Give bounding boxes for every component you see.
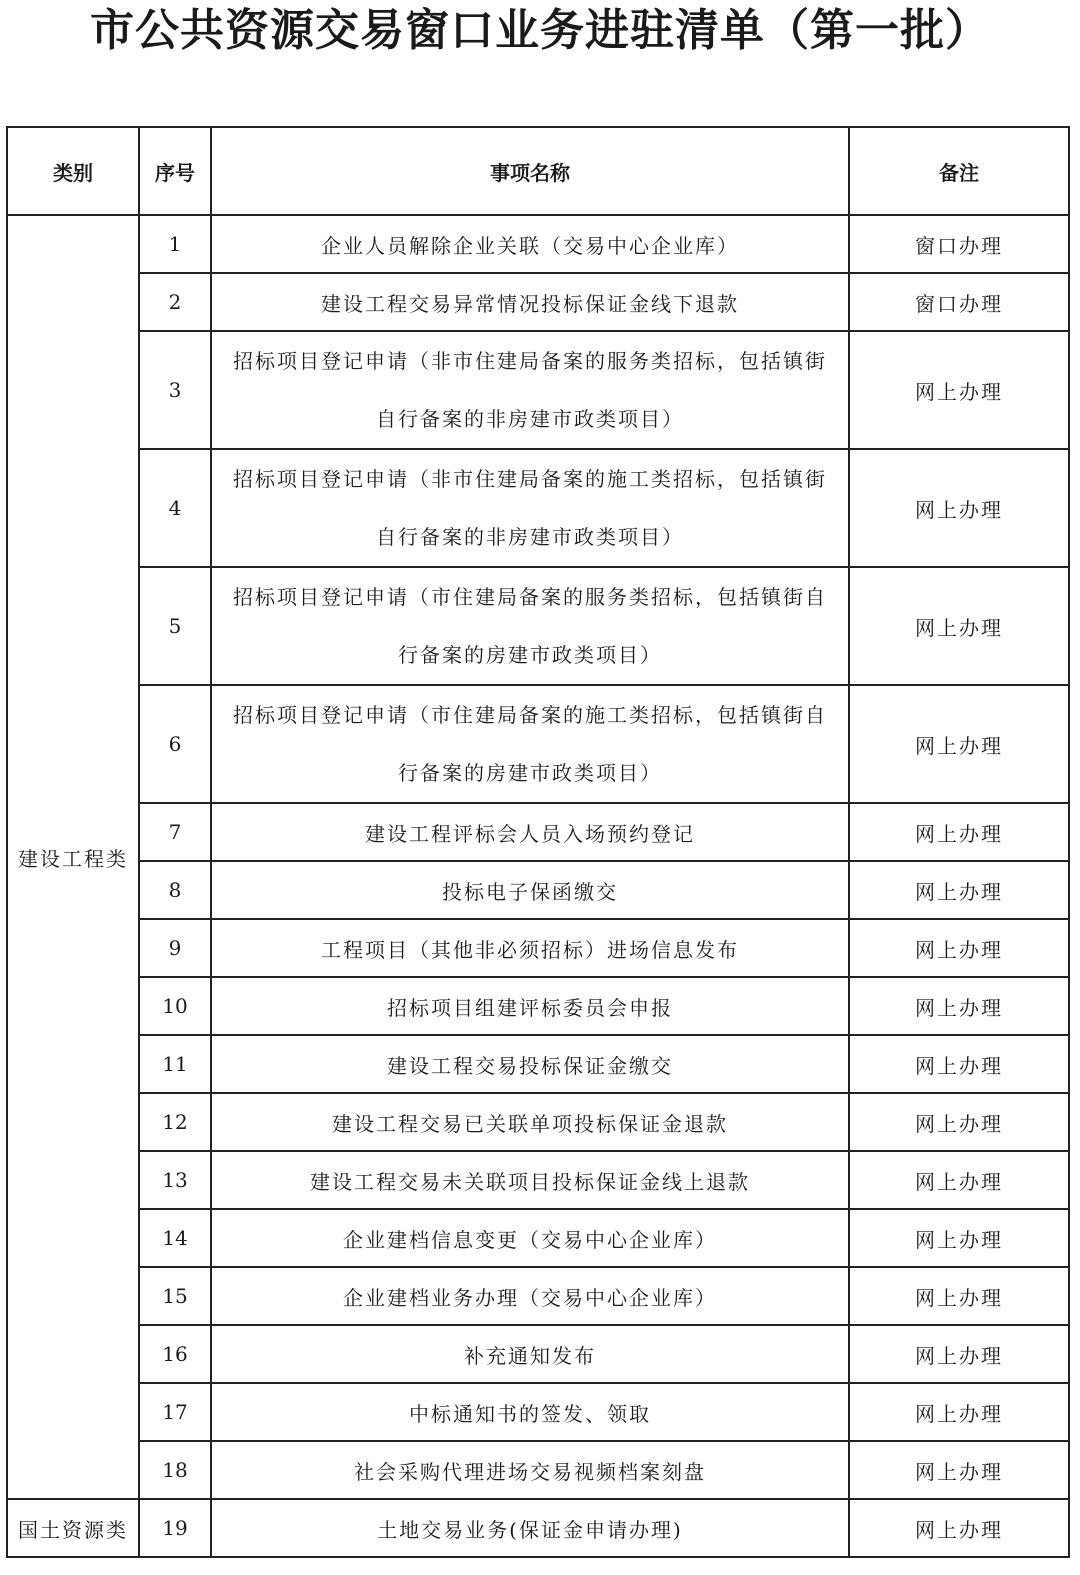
row-item-name: 招标项目登记申请（非市住建局备案的服务类招标，包括镇街自行备案的非房建市政类项目） — [211, 331, 849, 449]
table-row — [7, 273, 1069, 331]
table-row — [7, 567, 1069, 685]
row-item-name: 建设工程交易投标保证金缴交 — [211, 1035, 849, 1093]
row-number: 6 — [139, 685, 211, 803]
row-number: 12 — [139, 1093, 211, 1151]
row-remark: 窗口办理 — [849, 273, 1069, 331]
table-row — [7, 803, 1069, 861]
row-remark: 网上办理 — [849, 685, 1069, 803]
category-cell: 建设工程类 — [7, 215, 139, 1499]
row-number: 7 — [139, 803, 211, 861]
row-remark: 网上办理 — [849, 1383, 1069, 1441]
table-row — [7, 215, 1069, 273]
row-number: 9 — [139, 919, 211, 977]
row-number: 16 — [139, 1325, 211, 1383]
row-remark: 网上办理 — [849, 1325, 1069, 1383]
row-item-name: 建设工程交易异常情况投标保证金线下退款 — [211, 273, 849, 331]
row-remark: 网上办理 — [849, 1499, 1069, 1557]
row-number: 13 — [139, 1151, 211, 1209]
row-number: 4 — [139, 449, 211, 567]
row-remark: 网上办理 — [849, 1093, 1069, 1151]
row-item-name: 补充通知发布 — [211, 1325, 849, 1383]
row-remark: 网上办理 — [849, 567, 1069, 685]
row-item-name: 招标项目登记申请（市住建局备案的施工类招标，包括镇街自行备案的房建市政类项目） — [211, 685, 849, 803]
row-number: 14 — [139, 1209, 211, 1267]
row-remark: 网上办理 — [849, 449, 1069, 567]
business-list-table — [6, 126, 1070, 1558]
row-item-name: 土地交易业务(保证金申请办理) — [211, 1499, 849, 1557]
table-row — [7, 685, 1069, 803]
row-item-name: 建设工程交易未关联项目投标保证金线上退款 — [211, 1151, 849, 1209]
table-row — [7, 449, 1069, 567]
row-number: 11 — [139, 1035, 211, 1093]
header-remark: 备注 — [849, 127, 1069, 215]
table-row — [7, 1383, 1069, 1441]
header-number: 序号 — [139, 127, 211, 215]
table-row — [7, 1209, 1069, 1267]
row-number: 17 — [139, 1383, 211, 1441]
row-item-name: 建设工程交易已关联单项投标保证金退款 — [211, 1093, 849, 1151]
table-row — [7, 861, 1069, 919]
row-remark: 网上办理 — [849, 331, 1069, 449]
table-row — [7, 1035, 1069, 1093]
table-row — [7, 331, 1069, 449]
header-item-name: 事项名称 — [211, 127, 849, 215]
row-remark: 窗口办理 — [849, 215, 1069, 273]
row-remark: 网上办理 — [849, 1267, 1069, 1325]
row-remark: 网上办理 — [849, 1441, 1069, 1499]
row-number: 19 — [139, 1499, 211, 1557]
table-row — [7, 1267, 1069, 1325]
row-item-name: 建设工程评标会人员入场预约登记 — [211, 803, 849, 861]
row-item-name: 中标通知书的签发、领取 — [211, 1383, 849, 1441]
row-remark: 网上办理 — [849, 1035, 1069, 1093]
row-remark: 网上办理 — [849, 1151, 1069, 1209]
row-item-name: 社会采购代理进场交易视频档案刻盘 — [211, 1441, 849, 1499]
table-row — [7, 1093, 1069, 1151]
table-header-row — [7, 127, 1069, 215]
row-remark: 网上办理 — [849, 803, 1069, 861]
table-row — [7, 1499, 1069, 1557]
row-number: 2 — [139, 273, 211, 331]
row-item-name: 招标项目登记申请（市住建局备案的服务类招标，包括镇街自行备案的房建市政类项目） — [211, 567, 849, 685]
row-item-name: 工程项目（其他非必须招标）进场信息发布 — [211, 919, 849, 977]
row-remark: 网上办理 — [849, 919, 1069, 977]
header-category: 类别 — [7, 127, 139, 215]
row-item-name: 招标项目组建评标委员会申报 — [211, 977, 849, 1035]
row-number: 3 — [139, 331, 211, 449]
row-number: 10 — [139, 977, 211, 1035]
row-item-name: 企业建档信息变更（交易中心企业库） — [211, 1209, 849, 1267]
row-number: 5 — [139, 567, 211, 685]
row-item-name: 招标项目登记申请（非市住建局备案的施工类招标，包括镇街自行备案的非房建市政类项目） — [211, 449, 849, 567]
row-number: 1 — [139, 215, 211, 273]
row-item-name: 投标电子保函缴交 — [211, 861, 849, 919]
row-number: 15 — [139, 1267, 211, 1325]
row-number: 18 — [139, 1441, 211, 1499]
table-row — [7, 1441, 1069, 1499]
row-item-name: 企业建档业务办理（交易中心企业库） — [211, 1267, 849, 1325]
table-row — [7, 919, 1069, 977]
row-remark: 网上办理 — [849, 977, 1069, 1035]
row-number: 8 — [139, 861, 211, 919]
page-title: 市公共资源交易窗口业务进驻清单（第一批） — [90, 5, 990, 56]
table-row — [7, 977, 1069, 1035]
table-row — [7, 1325, 1069, 1383]
row-remark: 网上办理 — [849, 861, 1069, 919]
row-remark: 网上办理 — [849, 1209, 1069, 1267]
row-item-name: 企业人员解除企业关联（交易中心企业库） — [211, 215, 849, 273]
category-cell: 国土资源类 — [7, 1499, 139, 1557]
table-row — [7, 1151, 1069, 1209]
